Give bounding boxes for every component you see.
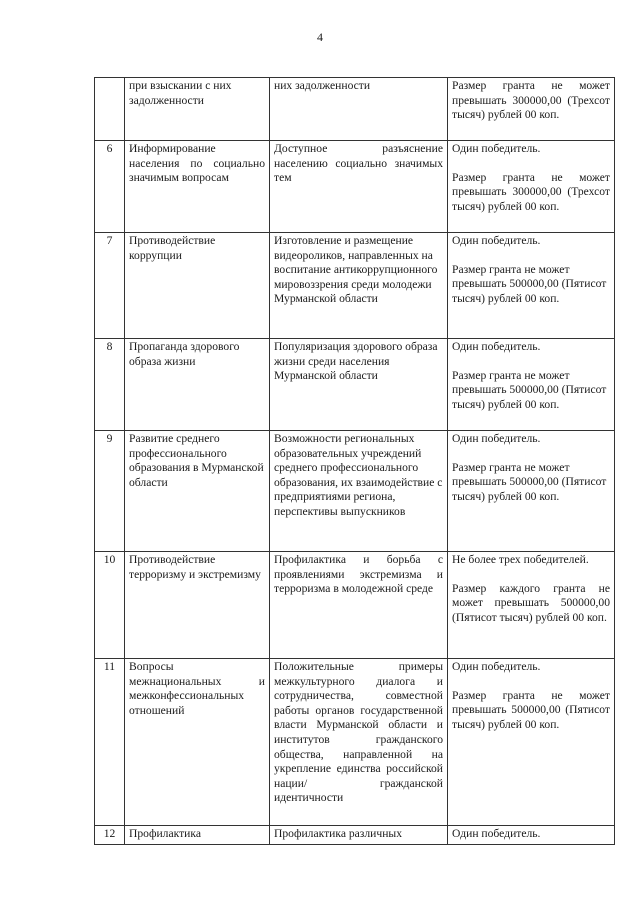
conditions-cell <box>448 78 615 141</box>
winners-text: Не более трех победителей. <box>452 553 589 566</box>
direction-cell: Развитие среднего профессионального образования в Мурманской области <box>125 431 270 552</box>
subject-cell: Популяризация здорового образа жизни среди населения Мурманской области <box>270 339 448 431</box>
direction-cell: Противодействие терроризму и экстремизму <box>125 552 270 659</box>
row-number: 7 <box>95 233 125 339</box>
conditions-cell <box>448 431 615 552</box>
grant-limit-text: Размер гранта не может превышать 500000,00 (Пятисот тысяч) рублей 00 коп. <box>452 688 610 731</box>
row-number: 11 <box>95 659 125 826</box>
grant-limit-text: Размер гранта не может превышать 300000,00 (Трехсот тысяч) рублей 00 коп. <box>452 170 610 213</box>
table-row <box>95 233 615 339</box>
table-row <box>95 826 615 845</box>
conditions-cell <box>448 141 615 233</box>
grant-limit-text: Размер гранта не может превышать 500000,00 (Пятисот тысяч) рублей 00 коп. <box>452 262 607 305</box>
winners-text: Один победитель. <box>452 432 541 445</box>
table-row <box>95 431 615 552</box>
subject-cell: Профилактика и борьба с проявлениями экстремизма и терроризма в молодежной среде <box>270 552 448 659</box>
subject-cell: Доступное разъяснение населению социально значимых тем <box>270 141 448 233</box>
grant-limit-text: Размер каждого гранта не может превышать 500000,00 (Пятисот тысяч) рублей 00 коп. <box>452 581 610 624</box>
table-row <box>95 141 615 233</box>
table-row <box>95 552 615 659</box>
conditions-cell <box>448 552 615 659</box>
row-number: 9 <box>95 431 125 552</box>
subject-cell: Профилактика различных <box>270 826 448 845</box>
winners-text: Один победитель. <box>452 234 541 247</box>
conditions-cell <box>448 339 615 431</box>
direction-cell: Профилактика <box>125 826 270 845</box>
winners-text: Один победитель. <box>452 340 541 353</box>
conditions-cell <box>448 659 615 826</box>
grant-limit-text: Размер гранта не может превышать 300000,00 (Трехсот тысяч) рублей 00 коп. <box>452 79 610 122</box>
grant-limit-text: Размер гранта не может превышать 500000,00 (Пятисот тысяч) рублей 00 коп. <box>452 460 607 503</box>
row-number: 8 <box>95 339 125 431</box>
grant-limit-text: Размер гранта не может превышать 500000,00 (Пятисот тысяч) рублей 00 коп. <box>452 368 607 411</box>
subject-cell: Положительные примеры межкультурного диалога и сотрудничества, совместной работы органов государственной власти Мурманской области и институтов гражданского общества, направленной на укрепление единства российской нации/ гражданской идентичности <box>270 659 448 826</box>
row-number: 6 <box>95 141 125 233</box>
table-row <box>95 659 615 826</box>
direction-cell: Пропаганда здорового образа жизни <box>125 339 270 431</box>
conditions-cell <box>448 826 615 845</box>
winners-text: Один победитель. <box>452 142 541 155</box>
row-number: 12 <box>95 826 125 845</box>
grants-table <box>94 77 615 845</box>
direction-cell: Противодействие коррупции <box>125 233 270 339</box>
subject-cell: Изготовление и размещение видеороликов, направленных на воспитание антикоррупционного мировоззрения среди молодежи Мурманской области <box>270 233 448 339</box>
direction-cell: при взыскании с них задолженности <box>125 78 270 141</box>
winners-text: Один победитель. <box>452 660 541 673</box>
table-row <box>95 339 615 431</box>
row-number <box>95 78 125 141</box>
winners-text: Один победитель. <box>452 827 541 840</box>
subject-cell: Возможности региональных образовательных учреждений среднего профессионального образования, их взаимодействие с предприятиями региона, перспективы выпускников <box>270 431 448 552</box>
direction-cell: Информирование населения по социально значимым вопросам <box>125 141 270 233</box>
subject-cell: них задолженности <box>270 78 448 141</box>
row-number: 10 <box>95 552 125 659</box>
conditions-cell <box>448 233 615 339</box>
table-row <box>95 78 615 141</box>
direction-cell: Вопросы межнациональных и межконфессиональных отношений <box>125 659 270 826</box>
page-number: 4 <box>317 30 323 44</box>
